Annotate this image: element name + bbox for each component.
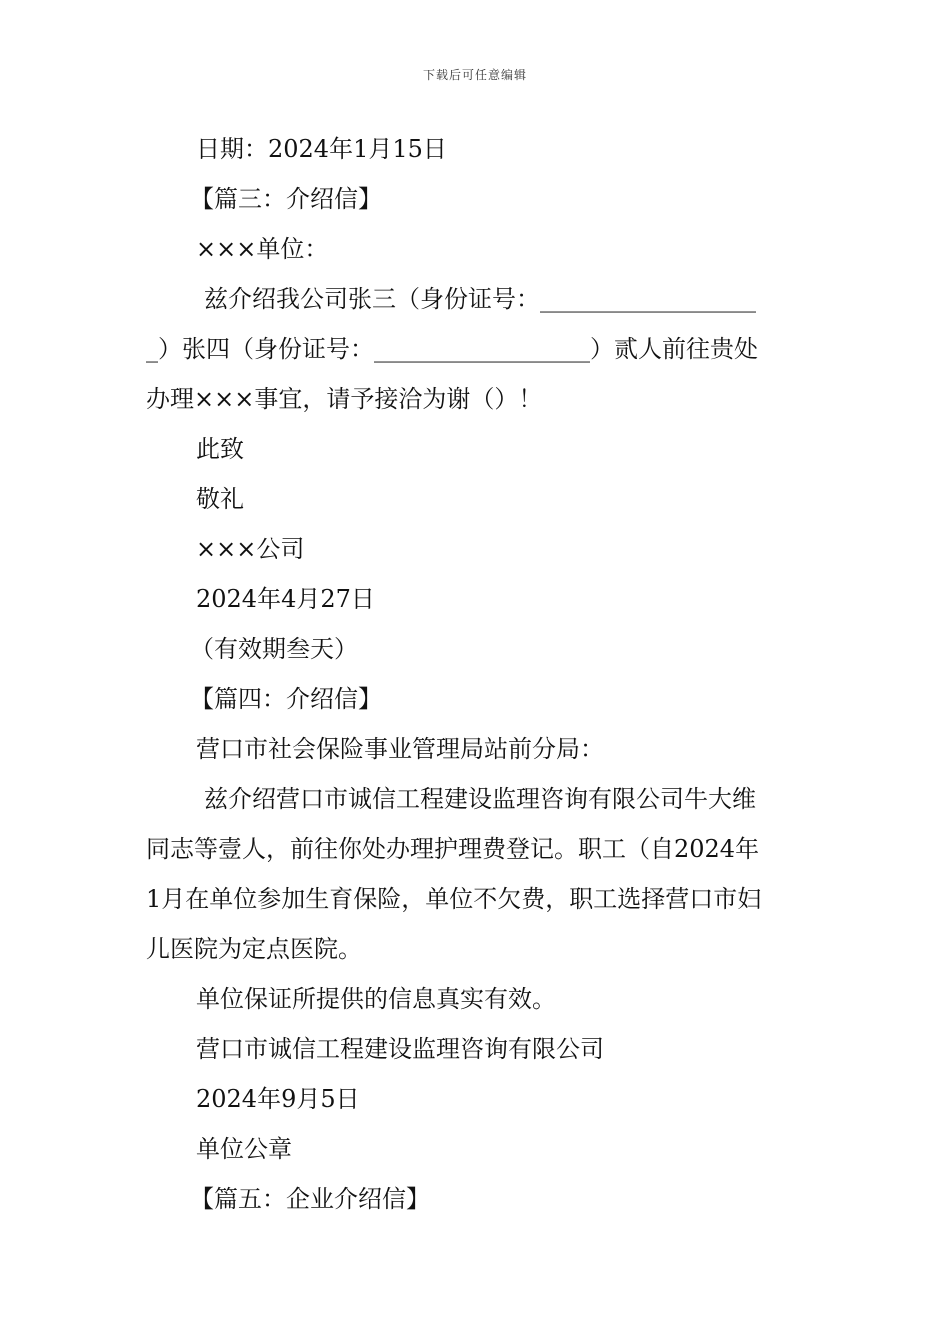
signature-company: ×××公司	[196, 535, 305, 563]
seal-line: 单位公章	[196, 1135, 292, 1163]
paragraph-line: 办理×××事宜，请予接洽为谢（）！	[146, 385, 543, 413]
date-line: 2024年4月27日	[196, 585, 375, 613]
paragraph-line: 儿医院为定点医院。	[146, 935, 362, 963]
paragraph-line: 兹介绍营口市诚信工程建设监理咨询有限公司牛大维	[204, 785, 756, 813]
date-line: 2024年9月5日	[196, 1085, 360, 1113]
date-line: 日期：2024年1月15日	[196, 135, 447, 163]
page-header: 下载后可任意编辑	[422, 68, 527, 82]
section-heading: 【篇四：介绍信】	[190, 685, 382, 713]
salutation-line: 敬礼	[196, 485, 244, 513]
paragraph-line: 1月在单位参加生育保险，单位不欠费，职工选择营口市妇	[146, 885, 762, 913]
guarantee-line: 单位保证所提供的信息真实有效。	[196, 985, 556, 1013]
addressee-line: ×××单位：	[196, 235, 329, 263]
document-body	[146, 124, 808, 1224]
signature-company: 营口市诚信工程建设监理咨询有限公司	[196, 1035, 604, 1063]
paragraph-line: 同志等壹人，前往你处办理护理费登记。职工（自2024年	[146, 835, 760, 863]
paragraph-line: 兹介绍我公司张三（身份证号：__________________	[204, 285, 756, 313]
section-heading: 【篇五：企业介绍信】	[190, 1185, 430, 1213]
paragraph-line: _）张四（身份证号：__________________）贰人前往贵处	[146, 335, 758, 363]
salutation-line: 此致	[196, 435, 244, 463]
addressee-line: 营口市社会保险事业管理局站前分局：	[196, 735, 604, 763]
validity-note: （有效期叁天）	[190, 635, 358, 663]
section-heading: 【篇三：介绍信】	[190, 185, 382, 213]
